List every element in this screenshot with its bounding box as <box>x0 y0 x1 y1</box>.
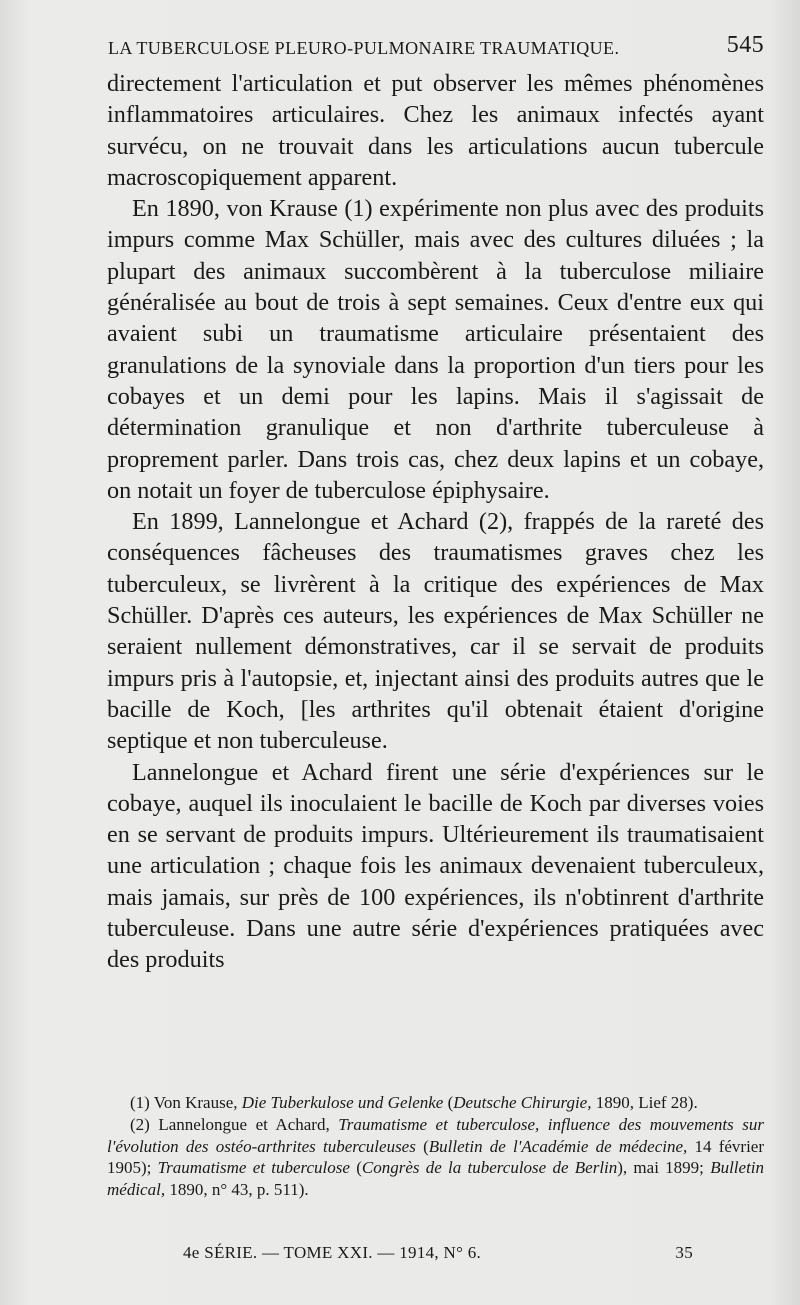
running-title: LA TUBERCULOSE PLEURO-PULMONAIRE TRAUMATIQUE. <box>108 38 620 58</box>
footnote-1-source: Deutsche Chirurgie, <box>453 1093 592 1112</box>
paragraph-continuation: directement l'articulation et put observer les mêmes phénomènes inflammatoires articulaires. Chez les animaux infectés ayant survécu, on ne trouvait dans les articulations aucun tubercule macroscopiquement apparent. <box>107 70 764 191</box>
page-footer <box>183 1243 693 1269</box>
page-number: 545 <box>726 32 764 58</box>
footnote-2-marker: (2) <box>130 1114 150 1134</box>
footnote-2-title: Traumatisme et tuberculose, influence des mouvements sur l'évolution des ostéo-arthrites tuberculeuses <box>107 1114 765 1156</box>
footnote-1-tail: 1890, Lief 28). <box>595 1093 698 1112</box>
footnote-2 <box>107 1114 764 1201</box>
footnote-2-source: Bulletin de l'Académie de médecine, <box>428 1136 688 1156</box>
footnote-1-marker: (1) <box>130 1093 150 1112</box>
footnote-2-author: Lannelongue et Achard, <box>158 1114 330 1134</box>
footnote-2-paren-open: ( <box>356 1158 362 1178</box>
body-text <box>107 68 764 976</box>
paragraph-lannelongue-1899: En 1899, Lannelongue et Achard (2), frappés de la rareté des conséquences fâcheuses des traumatismes graves chez les tuberculeux, se livrèrent à la critique des expériences de Max Schüller. D'après ces auteurs, les expériences de Max Schüller ne seraient nullement démonstratives, car il se servait de produits impurs pris à l'autopsie, et, injectant ainsi des produits autres que le bacille de Koch, [les arthrites qu'il obtenait étaient d'origine septique et non tuberculeuse. <box>107 508 764 755</box>
footnote-1-author: Von Krause, <box>153 1093 238 1112</box>
footnote-1-title: Die Tuberkulose und Gelenke <box>241 1093 444 1112</box>
paragraph-lannelongue-experiments: Lannelongue et Achard firent une série d'expériences sur le cobaye, auquel ils inoculaient le bacille de Koch par diverses voies en se servant de produits impurs. Ultérieurement ils traumatisaient une articulation ; chaque fois les animaux devenaient tuberculeux, mais jamais, sur près de 100 expériences, ils n'obtinrent d'arthrite tuberculeuse. Dans une autre série d'expériences pratiquées avec des produits <box>107 758 764 974</box>
footnote-2-source2: Congrès de la tuberculose de Berlin <box>361 1158 618 1178</box>
series-line: 4e SÉRIE. — TOME XXI. — 1914, N° 6. <box>183 1243 482 1262</box>
footnote-1 <box>107 1092 764 1114</box>
footnotes <box>107 1092 764 1201</box>
footnote-2-source3: Bulletin médical, <box>107 1158 765 1200</box>
footnote-2-title2: Traumatisme et tuberculose <box>157 1158 350 1178</box>
footnote-2-source-open: ( <box>423 1136 429 1156</box>
footnote-2-tail: 1890, n° 43, p. 511). <box>169 1180 309 1200</box>
footnote-2-date: 14 février 1905); <box>107 1136 765 1178</box>
footnote-2-date2: ), mai 1899; <box>617 1158 704 1178</box>
signature-mark: 35 <box>675 1243 693 1262</box>
paragraph-von-krause: En 1890, von Krause (1) expérimente non plus avec des produits impurs comme Max Schüller, mais avec des cultures diluées ; la plupart des animaux succombèrent à la tuberculose miliaire généralisée au bout de trois à sept semaines. Ceux d'entre eux qui avaient subi un traumatisme articulaire présentaient des granulations de la synoviale dans la proportion d'un tiers pour les cobayes et un demi pour les lapins. Mais il s'agissait de détermination granulique et non d'arthrite tuberculeuse à proprement parler. Dans trois cas, chez deux lapins et un cobaye, on notait un foyer de tuberculose épiphysaire. <box>107 195 764 504</box>
footnote-1-source-open: ( <box>447 1093 454 1112</box>
running-header <box>108 32 764 64</box>
